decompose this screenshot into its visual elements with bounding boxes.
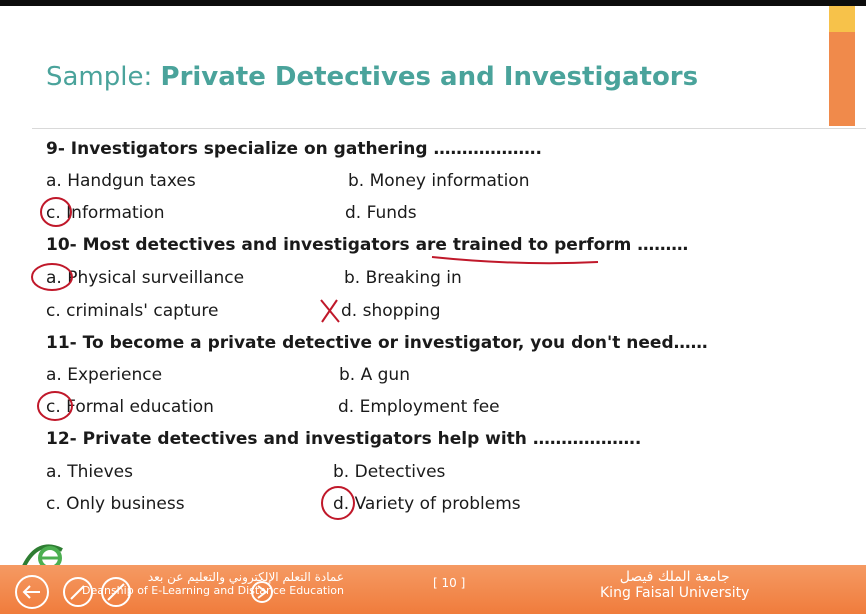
footer-right-english: King Faisal University: [600, 585, 750, 601]
q9-option-a: a. Handgun taxes: [46, 171, 196, 191]
pencil-icon[interactable]: [64, 578, 92, 606]
slide-title: [46, 62, 698, 92]
q10-option-d: d. shopping: [341, 301, 441, 321]
q12-option-c: c. Only business: [46, 494, 185, 514]
question-9: 9- Investigators specialize on gathering ……………….: [46, 139, 542, 159]
q10-option-a: a. Physical surveillance: [46, 268, 245, 288]
q12-option-d: d. Variety of problems: [333, 494, 521, 514]
title-divider: [32, 128, 866, 129]
question-10-underlined: trained to perform: [452, 235, 632, 255]
q9-option-b: b. Money information: [348, 171, 530, 191]
underline-annotation: [432, 257, 598, 263]
q9-option-d: d. Funds: [345, 203, 417, 223]
q11-option-a: a. Experience: [46, 365, 163, 385]
question-10-text-a: 10- Most detectives and investigators are: [46, 235, 453, 255]
footer-right: [600, 569, 749, 601]
title-prefix: Sample:: [46, 62, 153, 92]
cross-mark: [321, 300, 339, 322]
q9-option-c: c. Information: [46, 203, 165, 223]
q12-option-a: a. Thieves: [46, 462, 133, 482]
q10-option-c: c. criminals' capture: [46, 301, 219, 321]
footer-left-arabic: عمادة التعلم الإلكتروني والتعليم عن بعد: [147, 570, 345, 584]
q12-option-b: b. Detectives: [333, 462, 446, 482]
forward-icon[interactable]: [252, 582, 272, 602]
back-arrow-icon[interactable]: [16, 576, 48, 608]
title-main: Private Detectives and Investigators: [160, 62, 699, 92]
presentation-controls: [4, 574, 274, 610]
q10-option-b: b. Breaking in: [344, 268, 462, 288]
page-number: [ 10 ]: [433, 576, 466, 590]
window-top-border: [0, 0, 866, 6]
question-11: 11- To become a private detective or investigator, you don't need……: [46, 333, 708, 353]
accent-strip-top: [829, 6, 855, 32]
question-10-text-b: ………: [631, 235, 689, 255]
question-10: [46, 235, 688, 255]
question-12: 12- Private detectives and investigators help with ……………….: [46, 429, 642, 449]
footer-right-arabic: جامعة الملك فيصل: [619, 569, 730, 585]
pen-slash-icon[interactable]: [102, 578, 130, 606]
q11-option-c: c. Formal education: [46, 397, 214, 417]
q11-option-d: d. Employment fee: [338, 397, 500, 417]
q11-option-b: b. A gun: [339, 365, 410, 385]
footer-left-english: Deanship of E-Learning and Distance Education: [82, 584, 345, 597]
